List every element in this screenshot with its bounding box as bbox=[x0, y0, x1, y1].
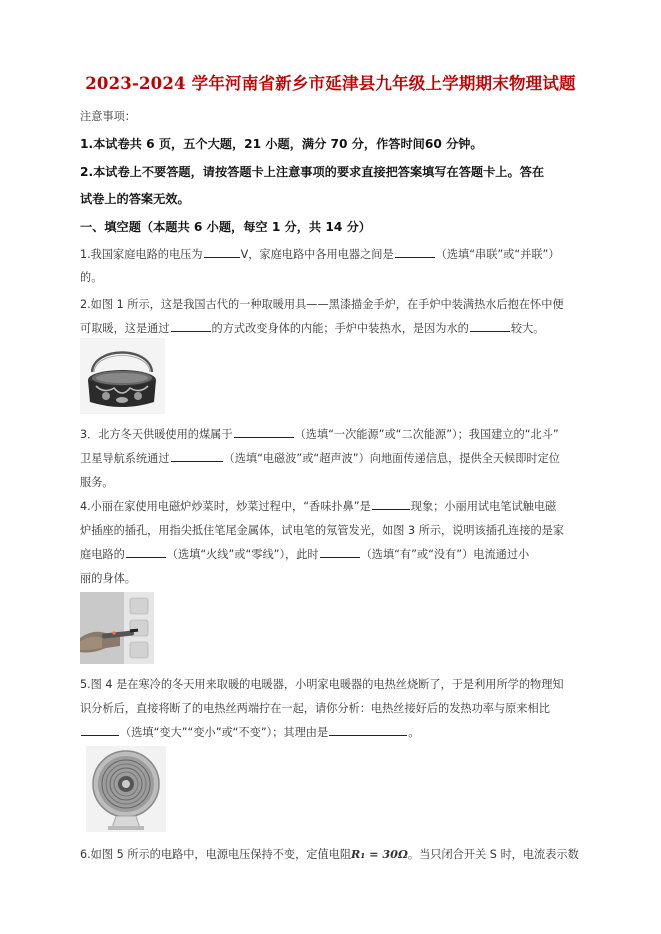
q4-blank-2 bbox=[126, 546, 166, 558]
q6-text-b: 。当只闭合开关 S 时，电流表示数 bbox=[407, 848, 579, 861]
question-4-line1 bbox=[80, 498, 556, 514]
question-5-line2: 识分析后，直接将断了的电热丝两端拧在一起，请你分析：电热丝接好后的发热功率与原来相比 bbox=[80, 702, 550, 715]
question-4-line2: 炉插座的插孔，用指尖抵住笔尾金属体，试电笔的氖管发光，如图 3 所示，说明该插孔连接的是家 bbox=[80, 524, 565, 537]
notes-item-2-line1: 2.本试卷上不要答题，请按答题卡上注意事项的要求直接把答案填写在答题卡上。答在 bbox=[80, 165, 545, 179]
question-6-line1 bbox=[80, 846, 579, 862]
test-pen-photo bbox=[80, 592, 154, 664]
question-3-line1 bbox=[80, 426, 559, 442]
question-3-line3: 服务。 bbox=[80, 476, 114, 489]
notes-item-1: 1.本试卷共 6 页，五个大题，21 小题，满分 70 分，作答时间60 分钟。 bbox=[80, 137, 483, 151]
q5-text-b: 。 bbox=[408, 726, 420, 739]
question-4-line4: 丽的身体。 bbox=[80, 572, 136, 585]
q4-text-e: （选填“有”或“没有”）电流通过小 bbox=[360, 548, 530, 561]
q3-text-d: （选填“电磁波”或“超声波”）向地面传递信息，提供全天候即时定位 bbox=[223, 452, 560, 465]
q3-text-a: 3．北方冬天供暖使用的煤属于 bbox=[80, 428, 233, 441]
question-3-line2 bbox=[80, 450, 560, 466]
question-1-line2: 的。 bbox=[80, 271, 103, 284]
q2-blank-2 bbox=[470, 320, 510, 332]
q1-text-b: V，家庭电路中各用电器之间是 bbox=[240, 248, 394, 261]
hand-warmer-photo bbox=[80, 338, 165, 414]
q5-blank-1 bbox=[81, 724, 119, 736]
q6-text-a: 6.如图 5 所示的电路中，电源电压保持不变，定值电阻 bbox=[80, 848, 352, 861]
question-4-line3 bbox=[80, 546, 529, 562]
q4-text-a: 4.小丽在家使用电磁炉炒菜时，炒菜过程中，“香味扑鼻”是 bbox=[80, 500, 371, 513]
q3-text-c: 卫星导航系统通过 bbox=[80, 452, 170, 465]
q1-text-a: 1.我国家庭电路的电压为 bbox=[80, 248, 203, 261]
q4-text-c: 庭电路的 bbox=[80, 548, 125, 561]
q1-blank-2 bbox=[395, 246, 435, 258]
question-5-line1: 5.图 4 是在寒冷的冬天用来取暖的电暖器，小明家电暖器的电热丝烧断了，于是利用所学的物理知 bbox=[80, 678, 564, 691]
question-5-line3 bbox=[80, 724, 419, 740]
resistor-formula: R₁ = 30Ω bbox=[351, 847, 408, 861]
q1-blank-1 bbox=[204, 246, 240, 258]
q5-text-a: （选填“变大”“变小”或“不变”）；其理由是 bbox=[120, 726, 329, 739]
exam-title: 2023-2024 学年河南省新乡市延津县九年级上学期期末物理试题 bbox=[85, 74, 576, 93]
q3-blank-2 bbox=[171, 450, 223, 462]
electric-heater-photo bbox=[86, 746, 166, 832]
q4-text-b: 现象；小丽用试电笔试触电磁 bbox=[410, 500, 557, 513]
q2-text-a: 可取暖，这是通过 bbox=[80, 322, 170, 335]
section-1-heading: 一、填空题（本题共 6 小题，每空 1 分，共 14 分） bbox=[80, 220, 371, 234]
q4-text-d: （选填“火线”或“零线”），此时 bbox=[166, 548, 319, 561]
q1-text-c: （选填“串联”或“并联”） bbox=[435, 248, 560, 261]
q2-text-b: 的方式改变身体的内能；手炉中装热水，是因为水的 bbox=[211, 322, 469, 335]
q3-text-b: （选填“一次能源”或“二次能源”）；我国建立的“北斗” bbox=[294, 428, 559, 441]
q2-text-c: 较大。 bbox=[510, 322, 545, 335]
question-1-line1 bbox=[80, 246, 560, 262]
question-2-line2 bbox=[80, 320, 544, 336]
question-2-line1: 2.如图 1 所示，这是我国古代的一种取暖用具——黑漆描金手炉，在手炉中装满热水后抱在怀中便 bbox=[80, 298, 564, 311]
notes-item-2-line2: 试卷上的答案无效。 bbox=[80, 192, 190, 206]
q2-blank-1 bbox=[171, 320, 211, 332]
q5-blank-2 bbox=[329, 724, 407, 736]
q4-blank-3 bbox=[320, 546, 360, 558]
q4-blank-1 bbox=[372, 498, 410, 510]
q3-blank-1 bbox=[234, 426, 294, 438]
notes-heading: 注意事项： bbox=[80, 110, 136, 123]
